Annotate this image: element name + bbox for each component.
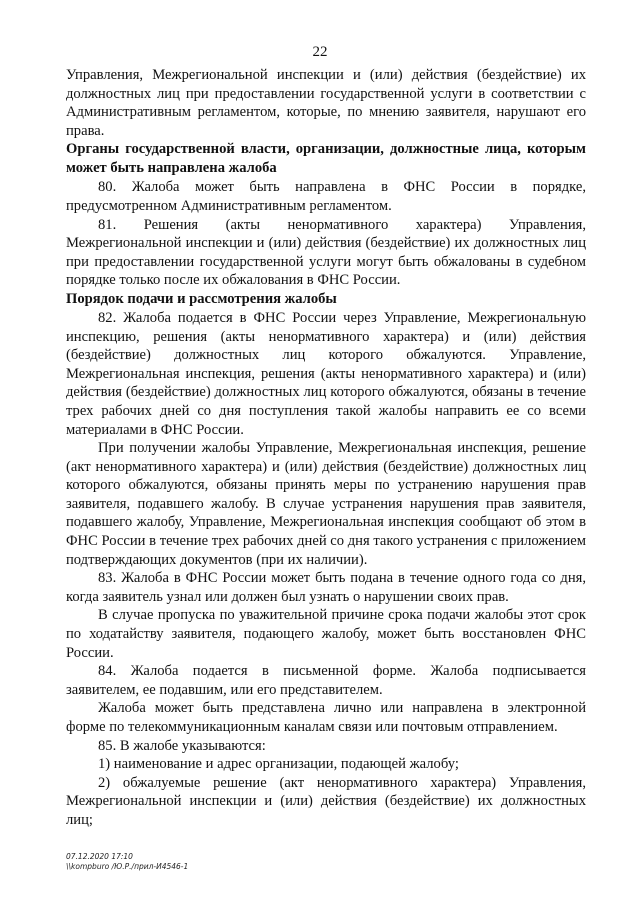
paragraph-82-continued: При получении жалобы Управление, Межрегиональная инспекция, решение (акт ненормативного характера) и (или) действия (бездействие) должностных лиц которого обжалуются, обязаны принять меры по устранению нарушения прав заявителя, подавшего жалобу. В случае устранения нарушения прав заявителя, подавшего жалобу, Управление, Межрегиональная инспекция сообщают об этом в ФНС России в течение трех рабочих дней со дня такого устранения с приложением подтверждающих документов (при их наличии). <box>66 440 586 568</box>
paragraph-83: 83. Жалоба в ФНС России может быть подана в течение одного года со дня, когда заявитель узнал или должен был узнать о нарушении своих прав. <box>66 570 586 605</box>
paragraph-82: 82. Жалоба подается в ФНС России через Управление, Межрегиональную инспекцию, решения (акты ненормативного характера) и (или) действия (бездействие) должностных лиц которого обжалуются. Управление, Межрегиональная инспекция, решения (акты ненормативного характера) и (или) действия (бездействие) должностных лиц которого обжалуются, обязаны в течение трех рабочих дней со дня поступления такой жалобы направить ее со всеми материалами в ФНС России. <box>66 309 586 438</box>
list-item-2: 2) обжалуемые решение (акт ненормативного характера) Управления, Межрегиональной инспекции и (или) действия (бездействие) их должностных лиц; <box>66 774 586 828</box>
footer-file-path: \\kompburo /Ю.Р./прил-И4546-1 <box>66 862 189 871</box>
paragraph-84: 84. Жалоба подается в письменной форме. Жалоба подписывается заявителем, ее подавшим, или его представителем. <box>66 663 586 698</box>
paragraph-83-continued: В случае пропуска по уважительной причине срока подачи жалобы этот срок по ходатайству заявителя, подающего жалобу, может быть восстановлен ФНС России. <box>66 607 586 661</box>
document-footer <box>66 852 188 872</box>
paragraph-84-continued: Жалоба может быть представлена лично или направлена в электронной форме по телекоммуникационным каналам связи или почтовым отправлением. <box>66 700 586 735</box>
footer-timestamp: 07.12.2020 17:10 <box>66 852 133 861</box>
paragraph-80: 80. Жалоба может быть направлена в ФНС России в порядке, предусмотренном Административным регламентом. <box>66 179 586 214</box>
page-number: 22 <box>312 44 328 60</box>
section-heading-complaint-procedure: Порядок подачи и рассмотрения жалобы <box>66 290 337 307</box>
document-body <box>66 66 586 830</box>
list-item-1: 1) наименование и адрес организации, подающей жалобу; <box>98 756 459 773</box>
paragraph-81: 81. Решения (акты ненормативного характера) Управления, Межрегиональной инспекции и (или) действия (бездействие) их должностных лиц при предоставлении государственной услуги могут быть обжалованы в судебном порядке только после их обжалования в ФНС России. <box>66 216 586 289</box>
section-heading-complaint-bodies: Органы государственной власти, организации, должностные лица, которым может быть направлена жалоба <box>66 141 586 177</box>
paragraph-85: 85. В жалобе указываются: <box>98 737 266 754</box>
paragraph-intro: Управления, Межрегиональной инспекции и (или) действия (бездействие) их должностных лиц при предоставлении государственной услуги в соответствии с Административным регламентом, которые, по мнению заявителя, нарушают его права. <box>66 67 586 139</box>
